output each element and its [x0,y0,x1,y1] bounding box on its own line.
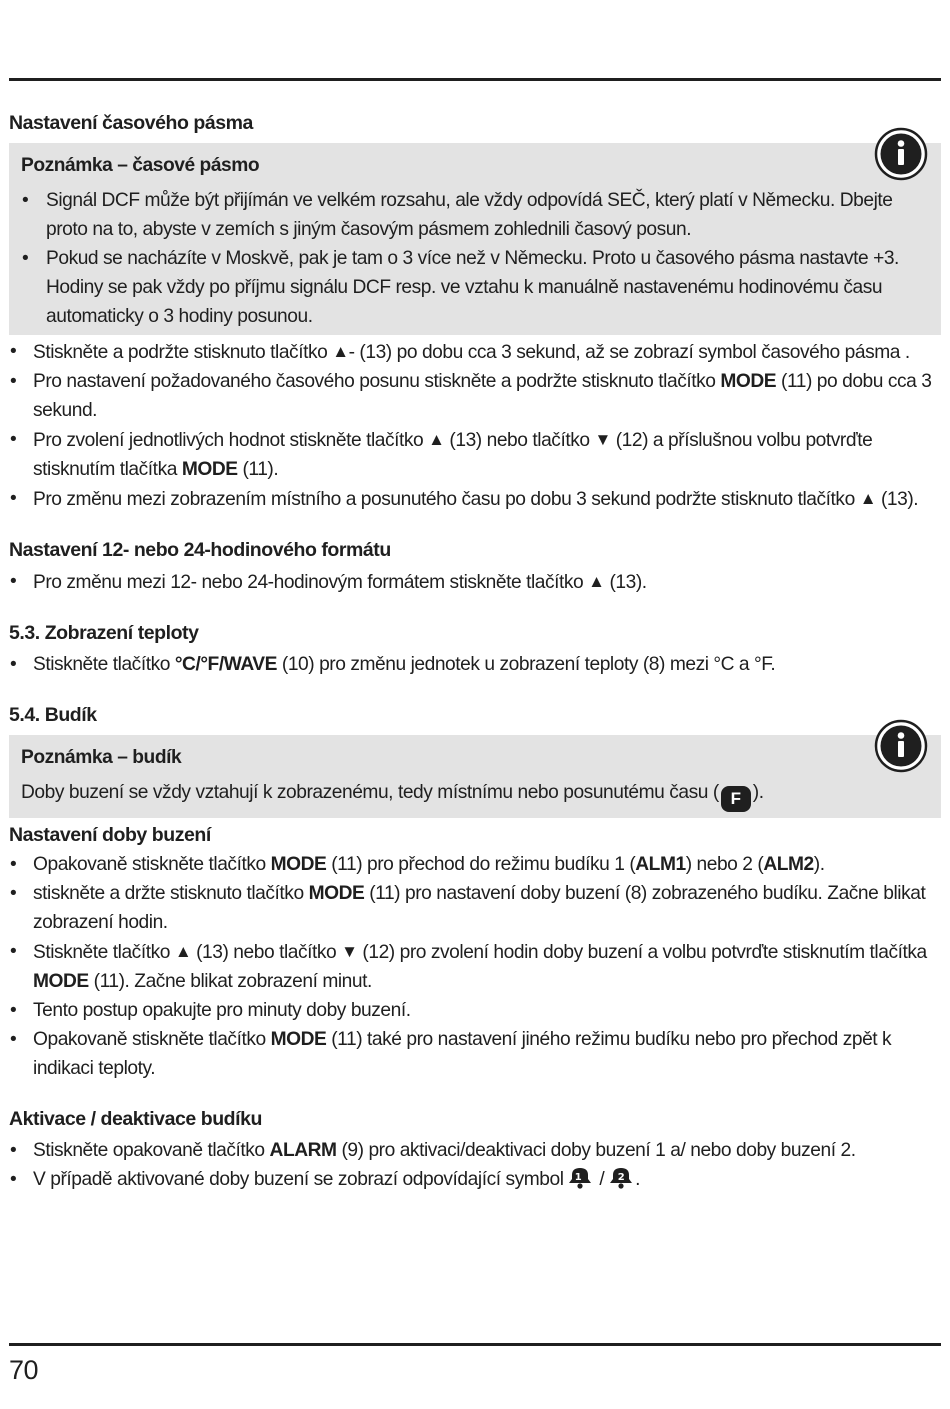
heading-temperature: 5.3. Zobrazení teploty [9,622,199,644]
note-title: Poznámka – časové pásmo [21,155,260,176]
note-item: • Pokud se nacházíte v Moskvě, pak je tam o 3 více než v Německu. Proto u časového pásma nastavte +3. Hodiny se pak vždy po příjmu signálu DCF resp. ve vztahu k manuálně nastavenému hodinovému času automaticky o 3 hodiny posunou. [21,244,921,331]
list-item: • Pro zvolení jednotlivých hodnot stiskněte tlačítko ▲ (13) nebo tlačítko ▼ (12) a příslušnou volbu potvrďte stisknutím tlačítka MODE (11). [9,425,941,484]
up-triangle-icon: ▲ [588,572,605,591]
note-item: • Signál DCF může být přijímán ve velkém rozsahu, ale vždy odpovídá SEČ, který platí v Německu. Dbejte proto na to, abyste v zemích s jiným časovým pásmem zohlednili časový posun. [21,186,921,244]
set-alarm-steps [9,850,941,1083]
svg-text:1: 1 [575,1172,582,1183]
note-timezone [9,143,941,335]
note-text: Doby buzení se vždy vztahují k zobrazenému, tedy místnímu nebo posunutému času ( F ). [21,778,921,812]
heading-format: Nastavení 12- nebo 24-hodinového formátu [9,539,391,561]
note-alarm [9,735,941,818]
list-item: • Tento postup opakujte pro minuty doby buzení. [9,996,941,1025]
activate-steps [9,1136,941,1194]
list-item: • Stiskněte a podržte stisknuto tlačítko ▲- (13) po dobu cca 3 sekund, až se zobrazí symbol časového pásma . [9,337,941,367]
heading-alarm: 5.4. Budík [9,704,97,726]
up-triangle-icon: ▲ [174,942,192,961]
page-number: 70 [9,1355,39,1385]
down-triangle-icon: ▼ [341,942,358,961]
alarm-2-bell-icon [609,1166,635,1190]
up-triangle-icon: ▲ [428,430,445,449]
list-item: • Opakovaně stiskněte tlačítko MODE (11) pro přechod do režimu budíku 1 (ALM1) nebo 2 (ALM2). [9,850,941,879]
list-item: • Pro změnu mezi zobrazením místního a posunutého času po dobu 3 sekund podržte stisknuto tlačítko ▲ (13). [9,484,941,514]
note-title: Poznámka – budík [21,747,182,768]
info-icon [874,719,928,773]
alarm-1-bell-icon [568,1166,594,1190]
list-item: • Stiskněte tlačítko °C/°F/WAVE (10) pro změnu jednotek u zobrazení teploty (8) mezi °C a °F. [9,650,941,679]
list-item: • V případě aktivované doby buzení se zobrazí odpovídající symbol 1 / 2 . [9,1165,941,1194]
up-triangle-icon: ▲ [332,342,349,361]
heading-activate: Aktivace / deaktivace budíku [9,1108,262,1130]
down-triangle-icon: ▼ [594,430,611,449]
page-content [9,108,941,1194]
top-rule [9,78,941,81]
heading-timezone: Nastavení časového pásma [9,112,253,134]
temperature-steps [9,650,941,679]
list-item: • Opakovaně stiskněte tlačítko MODE (11) také pro nastavení jiného režimu budíku nebo pro přechod zpět k indikaci teploty. [9,1025,941,1083]
bottom-rule [9,1343,941,1346]
svg-text:2: 2 [617,1172,625,1183]
up-triangle-icon: ▲ [859,489,877,508]
list-item: • Stiskněte tlačítko ▲ (13) nebo tlačítko ▼ (12) pro zvolení hodin doby buzení a volbu potvrďte stisknutím tlačítka MODE (11). Začne blikat zobrazení minut. [9,937,941,996]
format-steps [9,567,941,597]
list-item: • Pro nastavení požadovaného časového posunu stiskněte a podržte stisknuto tlačítko MODE (11) po dobu cca 3 sekund. [9,367,941,425]
list-item: • Pro změnu mezi 12- nebo 24-hodinovým formátem stiskněte tlačítko ▲ (13). [9,567,941,597]
info-icon [874,127,928,181]
f-key-icon: F [721,786,751,812]
list-item: • Stiskněte opakovaně tlačítko ALARM (9) pro aktivaci/deaktivaci doby buzení 1 a/ nebo doby buzení 2. [9,1136,941,1165]
heading-set-alarm: Nastavení doby buzení [9,824,211,846]
list-item: • stiskněte a držte stisknuto tlačítko MODE (11) pro nastavení doby buzení (8) zobrazeného budíku. Začne blikat zobrazení hodin. [9,879,941,937]
note-list [21,186,921,331]
timezone-steps [9,337,941,514]
